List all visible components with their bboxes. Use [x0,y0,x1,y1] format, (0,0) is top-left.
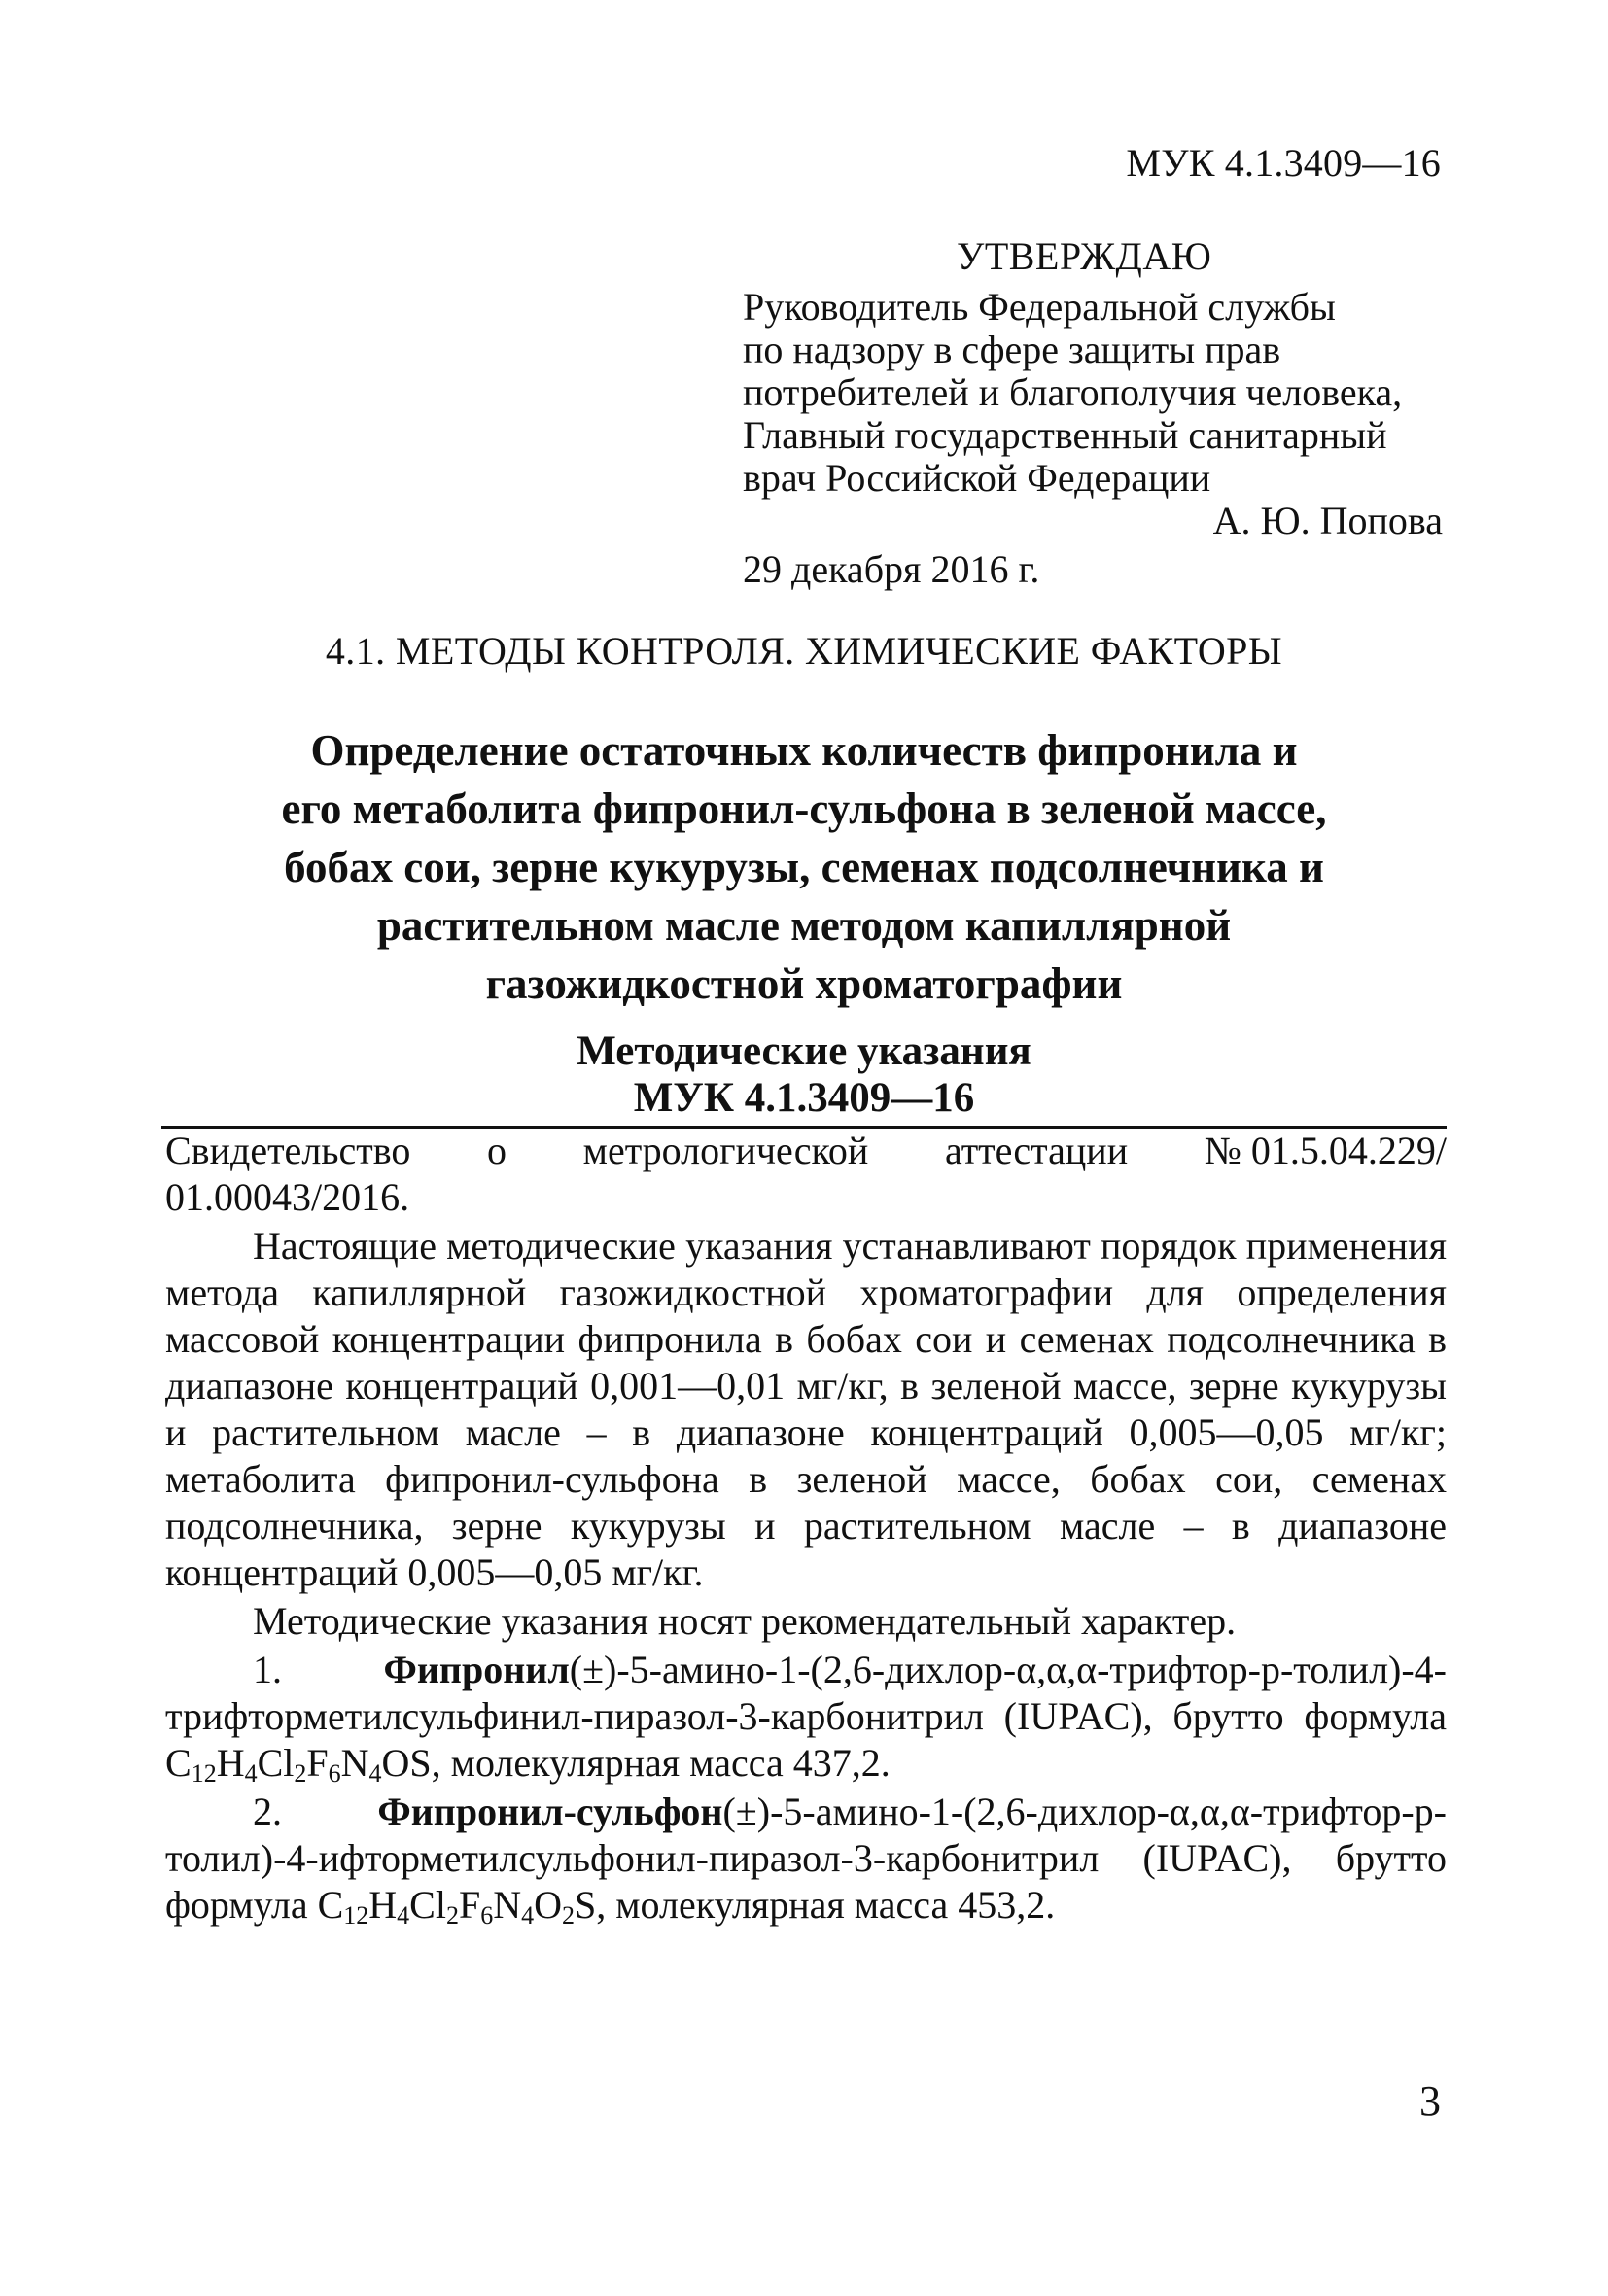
certificate-word: о [487,1129,507,1172]
substance-item-1 [165,1647,1447,1787]
formula-subscript: 2 [294,1759,307,1788]
certificate-word: Свидетельство [165,1129,411,1172]
body-text [165,1128,1447,1929]
approval-block [743,235,1443,591]
item-number: 1. [253,1648,282,1691]
certificate-continuation: 01.00043/2016. [165,1175,410,1219]
substance-description: (±)-5-амино-1-(2,6-дихлор-α,α,α-трифтор-p-толил)-4-трифторметилсульфинил-пиразол-3-карбонитрил (IUPAC), брутто формула C [165,1648,1447,1785]
approval-signatory: А. Ю. Попова [1212,499,1443,542]
certificate-word: аттестации [944,1129,1129,1172]
guideline-code: МУК 4.1.3409—16 [633,1075,975,1121]
formula-element: OS [381,1741,432,1785]
formula-subscript: 4 [244,1759,258,1788]
title-line: бобах сои, зерне кукурузы, семенах подсолнечника и [284,843,1324,891]
title-line: его метаболита фипронил-сульфона в зеленой массе, [281,784,1327,833]
formula-element: S [574,1883,597,1927]
formula-element: N [493,1883,522,1927]
title-line: Определение остаточных количеств фипронила и [310,726,1298,775]
nature-paragraph: Методические указания носят рекомендательный характер. [253,1599,1237,1643]
certificate-number: № 01.5.04.229/ [1204,1129,1447,1172]
molecular-mass: , молекулярная масса 437,2. [431,1741,891,1785]
formula-element: H [368,1883,398,1927]
certificate-word: метрологической [582,1129,869,1172]
substance-name: Фипронил-сульфон [377,1790,723,1833]
document-code: МУК 4.1.3409—16 [1126,141,1441,185]
section-heading: 4.1. МЕТОДЫ КОНТРОЛЯ. ХИМИЧЕСКИЕ ФАКТОРЫ [325,629,1283,673]
page-number: 3 [1419,2077,1441,2125]
guideline-heading [0,1028,1608,1122]
approval-line: врач Российской Федерации [743,456,1211,500]
document-title [204,721,1404,1013]
formula-element: Cl [409,1883,446,1927]
formula-element: H [216,1741,245,1785]
approval-date: 29 декабря 2016 г. [743,547,1040,591]
title-line: газожидкостной хроматографии [485,959,1123,1008]
approval-line: потребителей и благополучия человека, [743,370,1403,414]
formula-element: N [340,1741,369,1785]
formula-subscript: 2 [445,1901,459,1930]
formula-element: Cl [257,1741,295,1785]
formula-subscript: 6 [328,1759,341,1788]
guideline-type: Методические указания [577,1028,1031,1074]
approval-line: по надзору в сфере защиты прав [743,328,1281,371]
formula-subscript: 4 [521,1901,535,1930]
certificate-line [165,1128,1447,1174]
formula-subscript: 4 [368,1759,382,1788]
approval-line: Руководитель Федеральной службы [743,285,1336,329]
molecular-mass: , молекулярная масса 453,2. [596,1883,1056,1927]
formula-element: F [458,1883,481,1927]
formula-subscript: 2 [561,1901,575,1930]
substance-item-2 [165,1789,1447,1929]
formula-element: F [306,1741,329,1785]
item-number: 2. [253,1790,282,1833]
approval-line: Главный государственный санитарный [743,413,1387,457]
scope-paragraph: Настоящие методические указания устанавливают порядок применения метода капиллярной газожидкостной хроматографии для определения массовой концентрации фипронила в бобах сои и семенах подсолнечника в диапазоне концентраций 0,001—0,01 мг/кг, в зеленой массе, зерне кукурузы и растительном масле – в диапазоне концентраций 0,005—0,05 мг/кг; метаболита фипронил-сульфона в зеленой массе, бобах сои, семенах подсолнечника, зерне кукурузы и растительном масле – в диапазоне концентраций 0,005—0,05 мг/кг. [165,1224,1447,1594]
substance-name: Фипронил [383,1648,570,1691]
formula-subscript: 6 [480,1901,494,1930]
formula-subscript: 12 [191,1759,217,1788]
formula-subscript: 4 [397,1901,410,1930]
substance-description: (±)-5-амино-1-(2,6-дихлор-α,α,α-трифтор-p-толил)-4-ифторметилсульфонил-пиразол-3-карбонитрил (IUPAC), брутто формула C [165,1790,1447,1927]
approval-heading: УТВЕРЖДАЮ [957,234,1212,278]
formula-element: O [534,1883,562,1927]
formula-subscript: 12 [343,1901,369,1930]
title-line: растительном масле методом капиллярной [376,901,1232,950]
